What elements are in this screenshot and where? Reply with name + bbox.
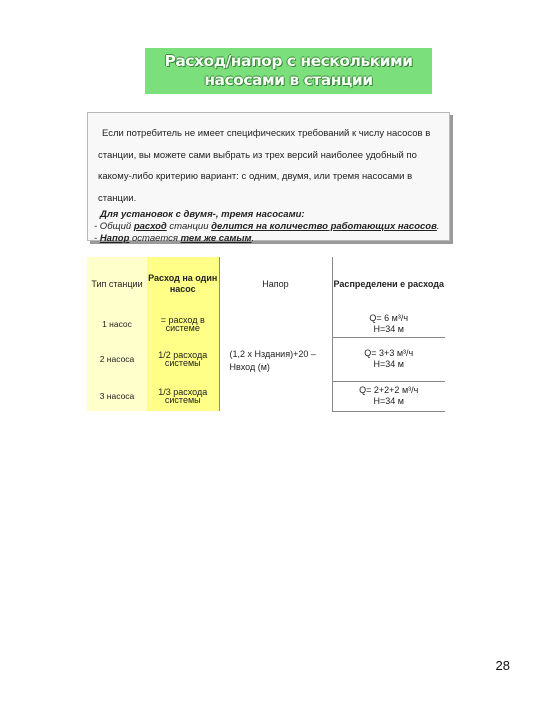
row-type: 3 насоса xyxy=(87,381,147,411)
table-row xyxy=(87,311,445,337)
note-head-term: Напор xyxy=(99,233,130,244)
row-flow: 1/2 расхода системы xyxy=(147,337,219,381)
table-header-row xyxy=(87,257,445,311)
row-type: 2 насоса xyxy=(87,337,147,381)
row-distribution: Q= 2+2+2 м³/ч Н=34 м xyxy=(332,381,445,411)
info-heading: Для установок с двумя-, тремя насосами: xyxy=(100,209,305,220)
info-box xyxy=(87,112,450,244)
header-flow: Расход на один насос xyxy=(147,257,219,311)
header-type: Тип станции xyxy=(87,257,147,311)
row-flow: = расход в системе xyxy=(147,311,219,337)
note-flow-prefix: - Общий xyxy=(94,221,134,232)
note-flow-mid: станции xyxy=(166,221,212,232)
row-type: 1 насос xyxy=(87,311,147,337)
head-formula xyxy=(219,311,332,411)
page-title: Расход/напор с несколькими насосами в станции xyxy=(164,52,413,89)
head-formula-text: (1,2 х Нздания)+20 – Нвход (м) xyxy=(229,349,316,372)
header-head: Напор xyxy=(219,257,332,311)
row-flow: 1/3 расхода системы xyxy=(147,381,219,411)
title-banner xyxy=(145,48,432,94)
info-note-head xyxy=(94,233,443,245)
note-head-mid: остается xyxy=(129,233,181,244)
note-flow-end: . xyxy=(436,221,440,232)
info-note-flow xyxy=(94,221,443,233)
note-head-end: . xyxy=(251,233,255,244)
info-paragraph: Если потребитель не имеет специфических требований к числу насосов в станции, вы можете сами выбрать из трех версий наиболее удобный по какому-либо критерию вариант: с одним, двумя, или тремя насосами в станции. xyxy=(98,128,431,204)
row-distribution: Q= 6 м³/ч Н=34 м xyxy=(332,311,445,337)
pump-station-table xyxy=(87,257,445,412)
row-distribution: Q= 3+3 м³/ч Н=34 м xyxy=(332,337,445,381)
note-head-rule: тем же самым xyxy=(180,233,252,244)
note-flow-term: расход xyxy=(133,221,167,232)
header-distribution: Распределени е расхода xyxy=(333,278,444,289)
page-number: 28 xyxy=(495,658,510,673)
note-head-prefix: - xyxy=(94,233,100,244)
info-notes xyxy=(88,209,449,245)
note-flow-rule: делится на количество работающих насосов xyxy=(211,221,437,232)
